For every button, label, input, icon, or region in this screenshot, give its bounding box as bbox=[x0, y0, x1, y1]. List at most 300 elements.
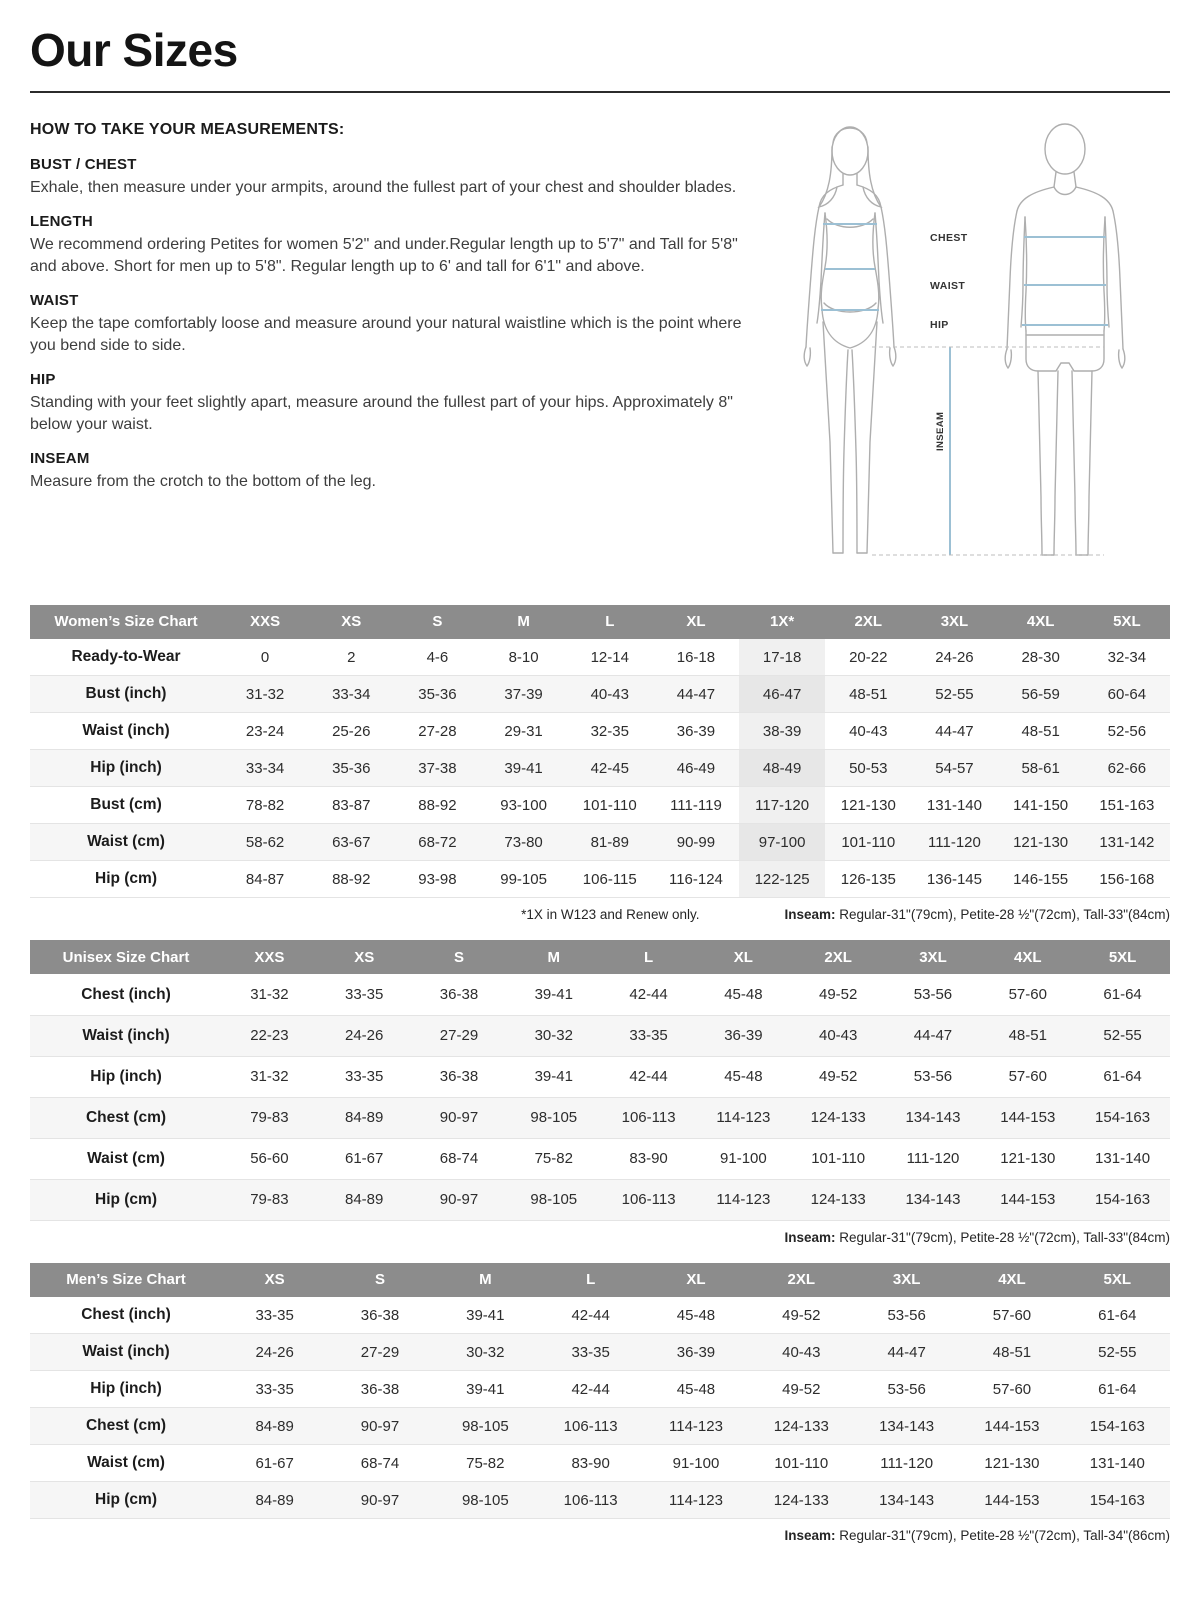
size-cell: 151-163 bbox=[1099, 796, 1155, 814]
size-cell: 111-119 bbox=[670, 796, 722, 814]
size-cell: 8-10 bbox=[508, 648, 539, 666]
size-cell: 24-26 bbox=[935, 648, 974, 666]
size-cell: 56-59 bbox=[1021, 685, 1060, 703]
size-cell: 45-48 bbox=[676, 1380, 716, 1398]
table-header-row bbox=[30, 940, 1170, 974]
table-title: Unisex Size Chart bbox=[30, 940, 222, 974]
size-cell: 124-133 bbox=[810, 1191, 866, 1209]
size-cell: 27-29 bbox=[439, 1027, 479, 1045]
size-cell: 33-35 bbox=[345, 986, 384, 1004]
size-cell: 83-90 bbox=[571, 1454, 610, 1472]
size-cell: 144-153 bbox=[1000, 1191, 1056, 1209]
size-cell: 84-89 bbox=[255, 1491, 294, 1509]
size-cell: 40-43 bbox=[782, 1343, 821, 1361]
size-cell: 60-64 bbox=[1107, 685, 1147, 703]
size-cell: 23-24 bbox=[245, 722, 285, 740]
size-cell: 48-51 bbox=[1008, 1027, 1047, 1045]
size-cell: 0 bbox=[260, 648, 270, 666]
column-header: M bbox=[506, 940, 601, 974]
size-tables bbox=[30, 605, 1170, 1544]
size-cell: 106-113 bbox=[563, 1417, 618, 1435]
size-cell: 33-35 bbox=[345, 1068, 384, 1086]
measurement-sections bbox=[30, 156, 754, 494]
measurement-section-text: Standing with your feet slightly apart, measure around the fullest part of your hips. Approximately 8" below your waist. bbox=[30, 394, 733, 434]
table-row bbox=[30, 1097, 1170, 1138]
row-label: Bust (cm) bbox=[90, 796, 162, 814]
size-cell: 24-26 bbox=[345, 1027, 384, 1045]
size-cell: 33-35 bbox=[629, 1027, 668, 1045]
size-table bbox=[30, 940, 1170, 1221]
size-cell: 4-6 bbox=[426, 648, 449, 666]
size-cell: 53-56 bbox=[887, 1306, 926, 1324]
table-footnote bbox=[30, 907, 1170, 922]
size-cell: 44-47 bbox=[913, 1027, 953, 1045]
size-cell: 45-48 bbox=[724, 986, 763, 1004]
size-cell: 42-44 bbox=[571, 1380, 610, 1398]
row-label: Bust (inch) bbox=[85, 685, 167, 703]
size-cell: 52-55 bbox=[935, 685, 974, 703]
size-cell: 121-130 bbox=[1000, 1150, 1056, 1168]
row-label: Waist (cm) bbox=[87, 1454, 165, 1472]
size-cell: 84-89 bbox=[255, 1417, 294, 1435]
size-cell: 50-53 bbox=[849, 759, 888, 777]
size-cell: 98-105 bbox=[530, 1191, 578, 1209]
row-label: Chest (cm) bbox=[85, 1417, 167, 1435]
size-cell: 78-82 bbox=[245, 796, 285, 814]
size-cell: 111-120 bbox=[928, 833, 981, 851]
measurement-instructions bbox=[30, 117, 754, 508]
column-header: S bbox=[394, 605, 480, 639]
size-cell: 31-32 bbox=[250, 1068, 289, 1086]
size-cell: 90-97 bbox=[439, 1109, 479, 1127]
size-cell: 131-140 bbox=[1089, 1454, 1145, 1472]
size-cell: 56-60 bbox=[250, 1150, 289, 1168]
table-title: Women’s Size Chart bbox=[30, 605, 222, 639]
row-label: Chest (cm) bbox=[85, 1108, 167, 1126]
size-cell: 61-64 bbox=[1098, 1380, 1137, 1398]
size-cell: 40-43 bbox=[849, 722, 888, 740]
size-cell: 40-43 bbox=[590, 685, 629, 703]
size-cell: 48-51 bbox=[992, 1343, 1032, 1361]
size-cell: 42-44 bbox=[629, 1068, 668, 1086]
size-cell: 61-67 bbox=[255, 1454, 294, 1472]
size-cell: 88-92 bbox=[418, 796, 457, 814]
size-cell: 90-99 bbox=[676, 833, 716, 851]
table-row bbox=[30, 1138, 1170, 1179]
column-header: 2XL bbox=[749, 1263, 854, 1297]
instructions-heading: HOW TO TAKE YOUR MEASUREMENTS: bbox=[30, 120, 345, 138]
table-row bbox=[30, 676, 1170, 713]
size-cell: 134-143 bbox=[879, 1491, 935, 1509]
size-cell: 111-120 bbox=[906, 1150, 960, 1168]
size-cell: 33-34 bbox=[332, 685, 371, 703]
body-measurement-diagram bbox=[772, 117, 1170, 587]
row-label: Hip (inch) bbox=[90, 1067, 162, 1085]
size-cell: 114-123 bbox=[669, 1417, 723, 1435]
column-header: S bbox=[412, 940, 507, 974]
size-cell: 44-47 bbox=[935, 722, 974, 740]
size-cell: 32-35 bbox=[590, 722, 629, 740]
size-table bbox=[30, 1263, 1170, 1520]
table-row bbox=[30, 713, 1170, 750]
size-cell: 49-52 bbox=[818, 986, 858, 1004]
measurement-section-text: Measure from the crotch to the bottom of the leg. bbox=[30, 473, 376, 491]
title-divider bbox=[30, 91, 1170, 93]
size-cell: 17-18 bbox=[739, 639, 825, 676]
table-title: Men’s Size Chart bbox=[30, 1263, 222, 1297]
hip-label: HIP bbox=[930, 318, 949, 331]
measurements-section bbox=[30, 117, 1170, 587]
size-cell: 36-38 bbox=[360, 1380, 400, 1398]
measurement-section bbox=[30, 292, 754, 357]
size-cell: 42-44 bbox=[629, 986, 668, 1004]
row-label: Hip (inch) bbox=[90, 1380, 162, 1398]
row-label: Waist (inch) bbox=[82, 722, 170, 740]
column-header: XXS bbox=[222, 940, 317, 974]
measurement-section-text: We recommend ordering Petites for women 5'2" and under.Regular length up to 5'7" and Tall for 5'8" and above. Short for men up to 5'8". Regular length up to 6' and tall for 6'1" and above. bbox=[30, 235, 738, 276]
row-label: Ready-to-Wear bbox=[71, 648, 181, 666]
column-header: 5XL bbox=[1065, 1263, 1170, 1297]
row-label: Chest (inch) bbox=[81, 985, 171, 1003]
table-row bbox=[30, 1445, 1170, 1482]
size-cell: 39-41 bbox=[504, 759, 543, 777]
size-cell: 106-113 bbox=[621, 1191, 676, 1209]
size-cell: 45-48 bbox=[676, 1306, 716, 1324]
column-header: L bbox=[567, 605, 653, 639]
size-cell: 101-110 bbox=[811, 1150, 866, 1168]
size-cell: 57-60 bbox=[1008, 986, 1047, 1004]
size-cell: 30-32 bbox=[534, 1027, 573, 1045]
size-cell: 83-87 bbox=[332, 796, 371, 814]
column-header: 5XL bbox=[1075, 940, 1170, 974]
size-cell: 156-168 bbox=[1099, 870, 1155, 888]
size-cell: 131-142 bbox=[1099, 833, 1155, 851]
size-cell: 63-67 bbox=[332, 833, 371, 851]
size-cell: 30-32 bbox=[466, 1343, 505, 1361]
size-cell: 27-28 bbox=[418, 722, 457, 740]
size-table bbox=[30, 605, 1170, 899]
male-figure-outline bbox=[1005, 124, 1125, 555]
size-cell: 146-155 bbox=[1013, 870, 1069, 888]
size-cell: 39-41 bbox=[466, 1380, 505, 1398]
size-cell: 57-60 bbox=[992, 1306, 1032, 1324]
column-header: 3XL bbox=[886, 940, 981, 974]
size-cell: 42-44 bbox=[571, 1306, 610, 1324]
size-cell: 61-67 bbox=[345, 1150, 384, 1168]
size-cell: 44-47 bbox=[887, 1343, 926, 1361]
page-title: Our Sizes bbox=[30, 24, 238, 76]
size-cell: 117-120 bbox=[739, 787, 825, 824]
size-cell: 111-120 bbox=[880, 1454, 934, 1472]
size-cell: 49-52 bbox=[818, 1068, 858, 1086]
size-cell: 61-64 bbox=[1103, 1068, 1142, 1086]
table-row bbox=[30, 861, 1170, 898]
row-label: Waist (inch) bbox=[82, 1343, 170, 1361]
size-cell: 12-14 bbox=[590, 648, 629, 666]
size-cell: 91-100 bbox=[672, 1454, 720, 1472]
body-diagram-illustration bbox=[772, 117, 1170, 587]
size-cell: 33-35 bbox=[255, 1306, 294, 1324]
size-cell: 126-135 bbox=[840, 870, 896, 888]
column-header: XL bbox=[653, 605, 739, 639]
size-cell: 27-29 bbox=[360, 1343, 400, 1361]
column-header: XS bbox=[308, 605, 394, 639]
footnote-inseam: Inseam: Regular-31"(79cm), Petite-28 ½"(72cm), Tall-33"(84cm) bbox=[784, 907, 1170, 923]
size-cell: 93-100 bbox=[500, 796, 547, 814]
size-cell: 131-140 bbox=[926, 796, 982, 814]
size-cell: 122-125 bbox=[739, 861, 825, 898]
size-cell: 79-83 bbox=[250, 1109, 289, 1127]
size-cell: 33-35 bbox=[571, 1343, 610, 1361]
size-cell: 81-89 bbox=[590, 833, 629, 851]
size-cell: 46-47 bbox=[739, 676, 825, 713]
column-header: XL bbox=[696, 940, 791, 974]
size-cell: 58-61 bbox=[1021, 759, 1060, 777]
size-cell: 98-105 bbox=[530, 1109, 578, 1127]
column-header: M bbox=[433, 1263, 538, 1297]
size-cell: 58-62 bbox=[245, 833, 285, 851]
size-cell: 22-23 bbox=[250, 1027, 289, 1045]
column-header: XL bbox=[643, 1263, 748, 1297]
size-cell: 154-163 bbox=[1095, 1109, 1151, 1127]
table-row bbox=[30, 1408, 1170, 1445]
table-row bbox=[30, 639, 1170, 676]
size-cell: 44-47 bbox=[676, 685, 716, 703]
measurement-section-label: WAIST bbox=[30, 292, 79, 310]
size-cell: 61-64 bbox=[1103, 986, 1142, 1004]
table-footnote bbox=[30, 1230, 1170, 1245]
column-header: 5XL bbox=[1084, 605, 1170, 639]
size-cell: 68-74 bbox=[439, 1150, 479, 1168]
column-header: L bbox=[538, 1263, 643, 1297]
size-cell: 37-38 bbox=[418, 759, 457, 777]
size-cell: 144-153 bbox=[984, 1417, 1040, 1435]
size-cell: 91-100 bbox=[720, 1150, 767, 1168]
size-cell: 52-55 bbox=[1103, 1027, 1142, 1045]
size-cell: 73-80 bbox=[504, 833, 543, 851]
size-cell: 106-113 bbox=[621, 1109, 676, 1127]
column-header: M bbox=[481, 605, 567, 639]
size-cell: 144-153 bbox=[1000, 1109, 1056, 1127]
size-cell: 114-123 bbox=[669, 1491, 723, 1509]
size-cell: 33-34 bbox=[245, 759, 285, 777]
size-cell: 40-43 bbox=[818, 1027, 858, 1045]
inseam-label: INSEAM bbox=[935, 411, 946, 451]
size-cell: 106-113 bbox=[563, 1491, 618, 1509]
table-row bbox=[30, 1334, 1170, 1371]
size-cell: 114-123 bbox=[716, 1191, 771, 1209]
measurement-section-label: HIP bbox=[30, 371, 56, 389]
measurement-section-text: Keep the tape comfortably loose and measure around your natural waistline which is the point where you bend side to side. bbox=[30, 315, 742, 355]
size-cell: 84-89 bbox=[345, 1191, 384, 1209]
size-cell: 141-150 bbox=[1013, 796, 1069, 814]
size-cell: 36-39 bbox=[724, 1027, 763, 1045]
column-header: XS bbox=[222, 1263, 327, 1297]
size-cell: 46-49 bbox=[676, 759, 716, 777]
size-cell: 35-36 bbox=[418, 685, 457, 703]
dashed-guides bbox=[872, 347, 1104, 555]
female-figure-outline bbox=[804, 127, 896, 553]
size-cell: 121-130 bbox=[1013, 833, 1069, 851]
size-cell: 39-41 bbox=[534, 1068, 573, 1086]
column-header: S bbox=[327, 1263, 432, 1297]
measurement-section-text: Exhale, then measure under your armpits, around the fullest part of your chest and shoulder blades. bbox=[30, 178, 737, 196]
row-label: Waist (inch) bbox=[82, 1026, 170, 1044]
size-cell: 134-143 bbox=[905, 1191, 961, 1209]
size-cell: 98-105 bbox=[461, 1417, 509, 1435]
size-cell: 121-130 bbox=[840, 796, 896, 814]
measurement-section bbox=[30, 371, 754, 436]
size-cell: 101-110 bbox=[774, 1454, 829, 1472]
size-cell: 90-97 bbox=[439, 1191, 479, 1209]
size-cell: 48-51 bbox=[849, 685, 888, 703]
measurement-section bbox=[30, 213, 754, 278]
size-cell: 57-60 bbox=[1008, 1068, 1047, 1086]
size-cell: 154-163 bbox=[1095, 1191, 1151, 1209]
table-row bbox=[30, 1179, 1170, 1220]
measurement-section bbox=[30, 156, 754, 199]
column-header: 2XL bbox=[791, 940, 886, 974]
size-cell: 154-163 bbox=[1089, 1491, 1145, 1509]
size-cell: 75-82 bbox=[534, 1150, 573, 1168]
size-cell: 49-52 bbox=[782, 1380, 821, 1398]
size-cell: 35-36 bbox=[332, 759, 371, 777]
table-row bbox=[30, 974, 1170, 1015]
size-cell: 99-105 bbox=[500, 870, 547, 888]
size-cell: 33-35 bbox=[255, 1380, 294, 1398]
size-cell: 90-97 bbox=[360, 1491, 400, 1509]
size-cell: 25-26 bbox=[332, 722, 371, 740]
size-cell: 131-140 bbox=[1095, 1150, 1151, 1168]
table-row bbox=[30, 787, 1170, 824]
table-header-row bbox=[30, 1263, 1170, 1297]
measurement-section-label: LENGTH bbox=[30, 212, 93, 230]
size-cell: 79-83 bbox=[250, 1191, 289, 1209]
column-header: XS bbox=[317, 940, 412, 974]
size-cell: 53-56 bbox=[887, 1380, 926, 1398]
size-cell: 84-87 bbox=[245, 870, 285, 888]
row-label: Hip (cm) bbox=[95, 1190, 157, 1208]
size-cell: 114-123 bbox=[716, 1109, 771, 1127]
size-cell: 28-30 bbox=[1021, 648, 1060, 666]
table-row bbox=[30, 1297, 1170, 1334]
size-cell: 101-110 bbox=[841, 833, 896, 851]
column-header: L bbox=[601, 940, 696, 974]
size-cell: 52-55 bbox=[1098, 1343, 1137, 1361]
size-cell: 90-97 bbox=[360, 1417, 400, 1435]
row-label: Hip (cm) bbox=[95, 1491, 157, 1509]
size-cell: 29-31 bbox=[504, 722, 543, 740]
measurement-section-label: BUST / CHEST bbox=[30, 155, 137, 173]
size-cell: 62-66 bbox=[1107, 759, 1147, 777]
table-row bbox=[30, 824, 1170, 861]
size-cell: 39-41 bbox=[534, 986, 573, 1004]
size-cell: 48-49 bbox=[739, 750, 825, 787]
size-cell: 154-163 bbox=[1089, 1417, 1145, 1435]
size-cell: 116-124 bbox=[668, 870, 723, 888]
footnote-inseam: Inseam: Regular-31"(79cm), Petite-28 ½"(72cm), Tall-33"(84cm) bbox=[784, 1229, 1170, 1245]
size-cell: 48-51 bbox=[1021, 722, 1060, 740]
size-cell: 49-52 bbox=[782, 1306, 821, 1324]
column-header: 3XL bbox=[911, 605, 997, 639]
size-cell: 75-82 bbox=[466, 1454, 505, 1472]
column-header: 2XL bbox=[825, 605, 911, 639]
measurement-section-label: INSEAM bbox=[30, 450, 90, 468]
size-cell: 101-110 bbox=[582, 796, 637, 814]
size-cell: 83-90 bbox=[629, 1150, 668, 1168]
size-cell: 36-38 bbox=[360, 1306, 400, 1324]
table-row bbox=[30, 750, 1170, 787]
column-header: 1X* bbox=[739, 605, 825, 639]
size-cell: 124-133 bbox=[810, 1109, 866, 1127]
size-cell: 38-39 bbox=[739, 713, 825, 750]
size-cell: 144-153 bbox=[984, 1491, 1040, 1509]
table-footnote bbox=[30, 1528, 1170, 1543]
size-cell: 31-32 bbox=[250, 986, 289, 1004]
size-cell: 134-143 bbox=[905, 1109, 961, 1127]
size-cell: 52-56 bbox=[1107, 722, 1147, 740]
size-cell: 36-39 bbox=[676, 1343, 716, 1361]
row-label: Hip (inch) bbox=[90, 759, 162, 777]
size-cell: 37-39 bbox=[504, 685, 543, 703]
measure-lines bbox=[821, 224, 1108, 555]
size-cell: 42-45 bbox=[590, 759, 629, 777]
row-label: Waist (cm) bbox=[87, 833, 165, 851]
size-cell: 61-64 bbox=[1098, 1306, 1137, 1324]
size-cell: 84-89 bbox=[345, 1109, 384, 1127]
size-cell: 36-39 bbox=[676, 722, 716, 740]
size-cell: 136-145 bbox=[926, 870, 982, 888]
size-cell: 54-57 bbox=[935, 759, 974, 777]
column-header: XXS bbox=[222, 605, 308, 639]
column-header: 4XL bbox=[998, 605, 1084, 639]
table-row bbox=[30, 1371, 1170, 1408]
table-row bbox=[30, 1015, 1170, 1056]
size-cell: 45-48 bbox=[724, 1068, 763, 1086]
measurement-section bbox=[30, 450, 754, 493]
size-cell: 53-56 bbox=[913, 1068, 953, 1086]
size-cell: 36-38 bbox=[439, 1068, 479, 1086]
table-row bbox=[30, 1482, 1170, 1519]
size-cell: 31-32 bbox=[245, 685, 285, 703]
table-row bbox=[30, 1056, 1170, 1097]
row-label: Chest (inch) bbox=[81, 1306, 171, 1324]
size-cell: 121-130 bbox=[984, 1454, 1040, 1472]
diagram-labels bbox=[930, 232, 968, 451]
column-header: 4XL bbox=[959, 1263, 1064, 1297]
size-cell: 134-143 bbox=[879, 1417, 935, 1435]
footnote-note: *1X in W123 and Renew only. bbox=[521, 907, 700, 923]
size-cell: 20-22 bbox=[849, 648, 888, 666]
size-cell: 36-38 bbox=[439, 986, 479, 1004]
size-cell: 88-92 bbox=[332, 870, 371, 888]
size-cell: 57-60 bbox=[992, 1380, 1032, 1398]
size-cell: 68-74 bbox=[360, 1454, 400, 1472]
size-cell: 53-56 bbox=[913, 986, 953, 1004]
size-cell: 68-72 bbox=[418, 833, 457, 851]
waist-label: WAIST bbox=[930, 279, 966, 292]
size-cell: 24-26 bbox=[255, 1343, 294, 1361]
size-cell: 97-100 bbox=[739, 824, 825, 861]
column-header: 4XL bbox=[980, 940, 1075, 974]
size-cell: 106-115 bbox=[582, 870, 637, 888]
row-label: Hip (cm) bbox=[95, 870, 157, 888]
size-cell: 93-98 bbox=[418, 870, 457, 888]
size-cell: 98-105 bbox=[461, 1491, 509, 1509]
table-header-row bbox=[30, 605, 1170, 639]
row-label: Waist (cm) bbox=[87, 1149, 165, 1167]
size-cell: 16-18 bbox=[676, 648, 716, 666]
